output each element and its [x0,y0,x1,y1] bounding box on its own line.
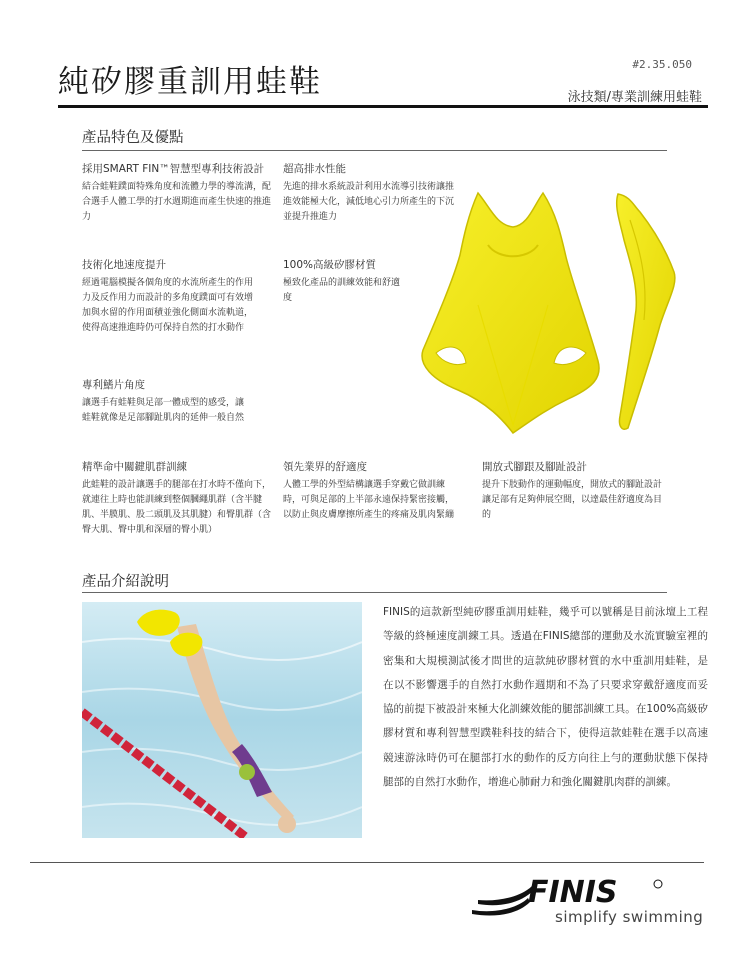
feature-smart-fin [82,162,274,225]
product-category: 泳技類/專業訓練用蛙鞋 [567,90,702,105]
feature-title: 精準命中關鍵肌群訓練 [82,461,187,473]
product-code: #2.35.050 [632,58,692,71]
feature-text: 提升下肢動作的運動幅度，開放式的腳趾設計讓足部有足夠伸展空間，以達最佳舒適度為目的 [482,480,663,520]
feature-title: 技術化地速度提升 [82,259,166,271]
header-divider [58,105,708,108]
feature-title: 領先業界的舒適度 [283,461,367,473]
brand-tagline: simplify swimming [555,908,704,926]
feature-title: 專利鰭片角度 [82,379,145,391]
feature-title: 開放式腳跟及腳趾設計 [482,461,587,473]
intro-heading: 產品介紹說明 [82,574,169,590]
intro-text: FINIS的這款新型純矽膠重訓用蛙鞋，幾乎可以號稱是目前泳壇上工程等級的終極速度訓練工具。透過在FINIS總部的運動及水流實驗室裡的密集和大規模測試後才問世的這款純矽膠材質的水中重訓用蛙鞋，是在以不影響選手的自然打水動作週期和不為了只要求穿戴舒適度而妥協的前提下被設計來極大化訓練效能的腿部訓練工具。在100%高級矽膠材質和專利智慧型蹼鞋科技的結合下，使得這款蛙鞋在選手以高速競速游泳時仍可在腿部打水的動作的反方向往上勻的運動狀態下保持腿部的自然打水動作，增進心肺耐力和強化關鍵肌肉群的訓練。 [383,606,708,789]
swimmer-photo [82,602,362,838]
intro-divider [82,592,667,593]
feature-comfort [283,460,461,523]
fin-front-image [418,185,604,435]
feature-title: 超高排水性能 [283,163,346,175]
feature-silicone [283,258,403,306]
feature-speed [82,258,260,336]
feature-text: 人體工學的外型結構讓選手穿戴它做訓練時，可與足部的上半部永遠保持緊密接觸，以防止與皮膚摩擦所產生的疼痛及肌肉緊繃 [283,480,455,520]
feature-muscle-training [82,460,274,538]
features-heading: 產品特色及優點 [82,130,184,146]
feature-text: 讓選手有蛙鞋與足部一體成型的感受，讓蛙鞋就像是足部腳趾肌肉的延伸一般自然 [82,398,245,423]
feature-blade-angle [82,378,252,426]
fin-side-image [610,190,680,435]
feature-text: 經過電腦模擬各個角度的水流所產生的作用力及反作用力而設計的多角度蹼面可有效增加與水留的作用面積並強化側面水流軌道，使得高速推進時仍可保持自然的打水動作 [82,278,254,333]
page-title: 純矽膠重訓用蛙鞋 [58,64,322,100]
footer-divider [30,862,704,863]
features-divider [82,150,667,151]
svg-text:FINIS: FINIS [528,875,618,910]
feature-text: 此蛙鞋的設計讓選手的腿部在打水時不僅向下，就連往上時也能訓練到整個膕繩肌群（含半腱肌、半膜肌、股二頭肌及其肌腱）和臀肌群（含臀大肌、臀中肌和深層的臀小肌） [82,480,272,535]
feature-text: 先進的排水系統設計利用水流導引技術讓推進效能極大化，減低地心引力所產生的下沉並提升推進力 [283,182,455,222]
feature-title: 採用SMART FIN™智慧型專利技術設計 [82,163,265,175]
feature-title: 100%高級矽膠材質 [283,259,377,271]
feature-text: 極致化產品的訓練效能和舒適度 [283,278,401,303]
feature-open-heel [482,460,670,523]
feature-text: 結合蛙鞋蹼面特殊角度和流體力學的導流溝，配合選手人體工學的打水週期進而產生快速的推進力 [82,182,272,222]
